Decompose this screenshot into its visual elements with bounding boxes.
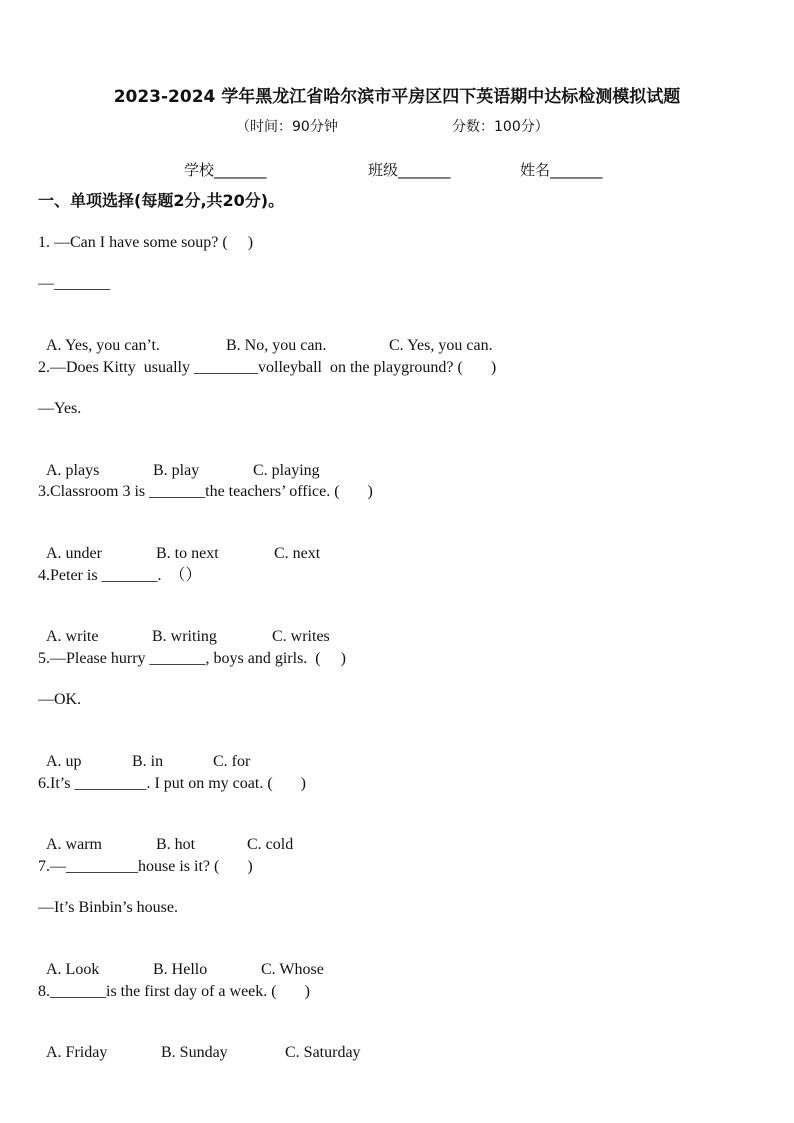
option-b: B. hot [156,836,196,853]
question-options [38,524,320,564]
question-options [38,815,293,855]
option-c: C. Whose [261,961,324,978]
option-c: C. cold [247,836,294,853]
option-b: B. Hello [153,961,208,978]
question-options [38,316,493,356]
option-b: B. writing [152,628,217,645]
question-answer-line: —It’s Binbin’s house. [38,899,179,916]
option-b: B. to next [156,545,219,562]
option-c: C. playing [253,462,320,479]
section-heading: 一、单项选择(每题2分,共20分)。 [38,191,285,210]
question-stem: 5.—Please hurry _______, boys and girls. ( ) [38,650,346,667]
option-c: C. Yes, you can. [389,337,493,354]
question-answer-line: —_______ [38,275,110,292]
question-stem: 2.—Does Kitty usually ________volleyball on the playground? ( ) [38,359,497,376]
option-a: A. write [46,628,99,645]
question-options [38,940,324,980]
page-title: 2023-2024 学年黑龙江省哈尔滨市平房区四下英语期中达标检测模拟试题 [113,87,681,107]
option-a: A. Friday [46,1044,108,1061]
question-stem: 4.Peter is _______. （） [38,567,202,584]
option-b: B. No, you can. [226,337,327,354]
class-field: 班级_______ [368,161,451,179]
exam-time: （时间：90分钟 [236,119,338,135]
option-a: A. plays [46,462,100,479]
option-a: A. Yes, you can’t. [46,337,160,354]
question-stem: 3.Classroom 3 is _______the teachers’ office. ( ) [38,483,373,500]
option-a: A. warm [46,836,102,853]
option-c: C. Saturday [285,1044,361,1061]
option-b: B. Sunday [161,1044,228,1061]
option-c: C. next [274,545,321,562]
school-field: 学校_______ [184,161,267,179]
question-answer-line: —Yes. [38,400,82,417]
option-a: A. Look [46,961,100,978]
option-a: A. under [46,545,102,562]
exam-score: 分数：100分） [452,119,549,135]
option-c: C. for [213,753,251,770]
question-options [38,607,330,647]
question-options [38,1023,361,1063]
question-stem: 8._______is the first day of a week. ( ) [38,983,310,1000]
question-answer-line: —OK. [38,691,82,708]
question-options [38,732,250,772]
option-c: C. writes [272,628,330,645]
question-stem: 1. —Can I have some soup? ( ) [38,234,254,251]
name-field: 姓名_______ [520,161,603,179]
option-b: B. in [132,753,164,770]
option-a: A. up [46,753,82,770]
question-stem: 6.It’s _________. I put on my coat. ( ) [38,775,306,792]
question-options [38,441,320,481]
option-b: B. play [153,462,200,479]
question-stem: 7.—_________house is it? ( ) [38,858,253,875]
